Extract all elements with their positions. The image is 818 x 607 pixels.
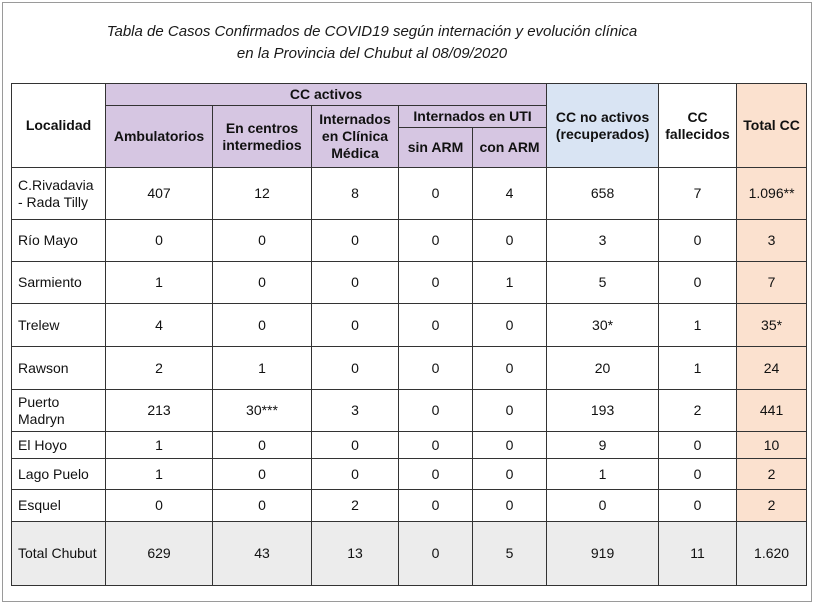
header-centros: En centros intermedios — [213, 106, 312, 168]
table-row — [12, 168, 807, 220]
cell-clinica: 0 — [312, 432, 399, 459]
cell-total: 10 — [737, 432, 807, 459]
cell-sin-arm: 0 — [399, 220, 473, 262]
cell-con-arm: 0 — [473, 490, 547, 522]
cell-centros: 0 — [213, 459, 312, 490]
cell-fallecidos: 1 — [659, 304, 737, 347]
cell-centros: 0 — [213, 432, 312, 459]
cell-sin-arm: 0 — [399, 432, 473, 459]
cell-sin-arm: 0 — [399, 490, 473, 522]
cell-fallecidos: 11 — [659, 522, 737, 586]
table-row — [12, 304, 807, 347]
covid-cases-table — [11, 83, 807, 586]
cell-localidad: El Hoyo — [12, 432, 106, 459]
cell-localidad: Río Mayo — [12, 220, 106, 262]
cell-clinica: 0 — [312, 347, 399, 390]
cell-localidad: Trelew — [12, 304, 106, 347]
cell-ambulatorios: 0 — [106, 220, 213, 262]
cell-localidad: Total Chubut — [12, 522, 106, 586]
cell-centros: 0 — [213, 490, 312, 522]
cell-con-arm: 0 — [473, 347, 547, 390]
cell-sin-arm: 0 — [399, 304, 473, 347]
cell-recuperados: 919 — [547, 522, 659, 586]
cell-sin-arm: 0 — [399, 168, 473, 220]
table-row — [12, 432, 807, 459]
cell-ambulatorios: 629 — [106, 522, 213, 586]
cell-con-arm: 5 — [473, 522, 547, 586]
title-line-2: en la Provincia del Chubut al 08/09/2020 — [236, 45, 508, 62]
cell-con-arm: 1 — [473, 262, 547, 304]
cell-centros: 0 — [213, 262, 312, 304]
cell-total: 1.096** — [737, 168, 807, 220]
cell-con-arm: 0 — [473, 459, 547, 490]
cell-con-arm: 0 — [473, 304, 547, 347]
cell-total: 2 — [737, 459, 807, 490]
cell-total: 24 — [737, 347, 807, 390]
cell-fallecidos: 0 — [659, 220, 737, 262]
cell-total: 7 — [737, 262, 807, 304]
cell-recuperados: 20 — [547, 347, 659, 390]
cell-ambulatorios: 1 — [106, 262, 213, 304]
table-row — [12, 390, 807, 432]
cell-total: 1.620 — [737, 522, 807, 586]
cell-recuperados: 193 — [547, 390, 659, 432]
cell-clinica: 8 — [312, 168, 399, 220]
cell-ambulatorios: 1 — [106, 459, 213, 490]
cell-fallecidos: 1 — [659, 347, 737, 390]
header-sin-arm: sin ARM — [399, 128, 473, 168]
cell-fallecidos: 0 — [659, 459, 737, 490]
cell-clinica: 0 — [312, 262, 399, 304]
cell-sin-arm: 0 — [399, 459, 473, 490]
cell-localidad: Puerto Madryn — [12, 390, 106, 432]
header-uti: Internados en UTI — [399, 106, 547, 128]
header-localidad: Localidad — [12, 84, 106, 168]
cell-clinica: 3 — [312, 390, 399, 432]
cell-recuperados: 1 — [547, 459, 659, 490]
cell-total: 441 — [737, 390, 807, 432]
cell-localidad: Lago Puelo — [12, 459, 106, 490]
cell-recuperados: 30* — [547, 304, 659, 347]
cell-fallecidos: 7 — [659, 168, 737, 220]
header-clinica: Internados en Clínica Médica — [312, 106, 399, 168]
cell-sin-arm: 0 — [399, 262, 473, 304]
cell-localidad: Sarmiento — [12, 262, 106, 304]
header-cc-activos: CC activos — [106, 84, 547, 106]
cell-ambulatorios: 1 — [106, 432, 213, 459]
table-title — [3, 21, 741, 65]
cell-ambulatorios: 2 — [106, 347, 213, 390]
title-line-1: Tabla de Casos Confirmados de COVID19 según internación y evolución clínica — [106, 23, 638, 40]
cell-centros: 1 — [213, 347, 312, 390]
cell-recuperados: 5 — [547, 262, 659, 304]
cell-centros: 30*** — [213, 390, 312, 432]
cell-centros: 0 — [213, 304, 312, 347]
cell-recuperados: 658 — [547, 168, 659, 220]
cell-localidad: Esquel — [12, 490, 106, 522]
header-con-arm: con ARM — [473, 128, 547, 168]
cell-clinica: 2 — [312, 490, 399, 522]
header-total: Total CC — [737, 84, 807, 168]
cell-recuperados: 3 — [547, 220, 659, 262]
header-no-activos: CC no activos (recuperados) — [547, 84, 659, 168]
cell-total: 3 — [737, 220, 807, 262]
table-row — [12, 490, 807, 522]
cell-localidad: C.Rivadavia - Rada Tilly — [12, 168, 106, 220]
cell-ambulatorios: 213 — [106, 390, 213, 432]
cell-con-arm: 0 — [473, 432, 547, 459]
cell-fallecidos: 0 — [659, 432, 737, 459]
cell-ambulatorios: 407 — [106, 168, 213, 220]
cell-fallecidos: 2 — [659, 390, 737, 432]
header-ambulatorios: Ambulatorios — [106, 106, 213, 168]
cell-fallecidos: 0 — [659, 262, 737, 304]
cell-total: 35* — [737, 304, 807, 347]
cell-centros: 43 — [213, 522, 312, 586]
cell-clinica: 0 — [312, 304, 399, 347]
cell-clinica: 0 — [312, 220, 399, 262]
cell-centros: 12 — [213, 168, 312, 220]
cell-con-arm: 0 — [473, 220, 547, 262]
table-row — [12, 459, 807, 490]
cell-total: 2 — [737, 490, 807, 522]
cell-con-arm: 0 — [473, 390, 547, 432]
cell-clinica: 0 — [312, 459, 399, 490]
cell-sin-arm: 0 — [399, 347, 473, 390]
table-row — [12, 347, 807, 390]
cell-ambulatorios: 0 — [106, 490, 213, 522]
cell-sin-arm: 0 — [399, 522, 473, 586]
cell-recuperados: 0 — [547, 490, 659, 522]
table-row — [12, 262, 807, 304]
cell-clinica: 13 — [312, 522, 399, 586]
cell-con-arm: 4 — [473, 168, 547, 220]
cell-fallecidos: 0 — [659, 490, 737, 522]
cell-localidad: Rawson — [12, 347, 106, 390]
table-row — [12, 220, 807, 262]
total-row — [12, 522, 807, 586]
cell-sin-arm: 0 — [399, 390, 473, 432]
cell-recuperados: 9 — [547, 432, 659, 459]
cell-centros: 0 — [213, 220, 312, 262]
header-fallecidos: CC fallecidos — [659, 84, 737, 168]
cell-ambulatorios: 4 — [106, 304, 213, 347]
